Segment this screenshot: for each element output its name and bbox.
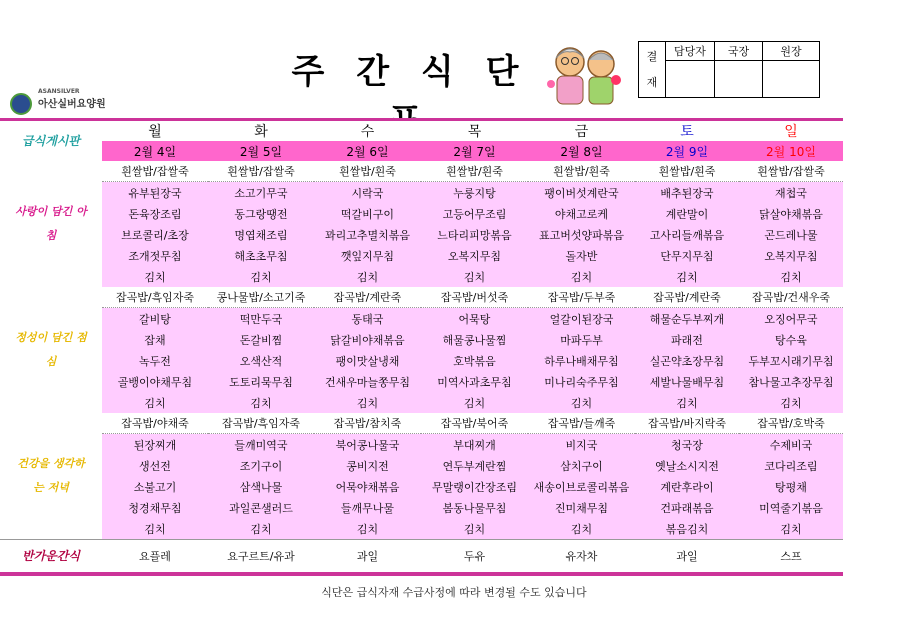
- lunch-item: 녹두전: [102, 350, 208, 371]
- breakfast-item: 오복지무침: [421, 245, 528, 266]
- breakfast-item: 김치: [102, 266, 208, 287]
- dinner-item: 김치: [421, 518, 528, 540]
- lunch-rice-fri: 잡곡밥/두부죽: [528, 287, 635, 308]
- breakfast-item: 닭살야채볶음: [739, 203, 843, 224]
- dinner-item: 소불고기: [102, 476, 208, 497]
- snack-thu: 두유: [421, 540, 528, 573]
- dinner-item: 옛날소시지전: [635, 455, 739, 476]
- breakfast-item: 누룽지탕: [421, 182, 528, 204]
- lunch-rice-sat: 잡곡밥/계란죽: [635, 287, 739, 308]
- day-fri: 금: [528, 120, 635, 142]
- lunch-item: 얼갈이된장국: [528, 308, 635, 330]
- breakfast-item: 단무지무침: [635, 245, 739, 266]
- dinner-item: 김치: [314, 518, 421, 540]
- snack-sat: 과일: [635, 540, 739, 573]
- lunch-item: 팽이맛살냉채: [314, 350, 421, 371]
- menu-change-notice: 식단은 급식자재 수급사정에 따라 변경될 수도 있습니다: [321, 586, 587, 599]
- approval-role-head: 원장: [763, 42, 820, 61]
- day-sun: 일: [739, 120, 843, 142]
- lunch-item: 하루나배채무침: [528, 350, 635, 371]
- dinner-item: 봄동나물무침: [421, 497, 528, 518]
- weekly-menu-table: [0, 118, 843, 576]
- lunch-item: 실곤약초장무침: [635, 350, 739, 371]
- breakfast-item: 야채고로케: [528, 203, 635, 224]
- lunch-item: 닭갈비야채볶음: [314, 329, 421, 350]
- dinner-item: 미역줄기볶음: [739, 497, 843, 518]
- lunch-item: 동태국: [314, 308, 421, 330]
- day-thu: 목: [421, 120, 528, 142]
- dinner-item: 어묵야채볶음: [314, 476, 421, 497]
- date-sun: 2월 10일: [739, 141, 843, 161]
- breakfast-item: 재첩국: [739, 182, 843, 204]
- lunch-item: 미나리숙주무침: [528, 371, 635, 392]
- category-snack: 반가운간식: [0, 540, 102, 573]
- lunch-item: 해물콩나물찜: [421, 329, 528, 350]
- dinner-item: 비지국: [528, 434, 635, 456]
- dinner-item: 김치: [102, 518, 208, 540]
- dinner-item: 수제비국: [739, 434, 843, 456]
- dinner-item: 볶음김치: [635, 518, 739, 540]
- breakfast-item: 김치: [314, 266, 421, 287]
- dinner-item: 생선전: [102, 455, 208, 476]
- dinner-rice-sun: 잡곡밥/호박죽: [739, 413, 843, 434]
- dinner-rice-tue: 잡곡밥/흑임자죽: [208, 413, 314, 434]
- breakfast-item: 명엽채조림: [208, 224, 314, 245]
- category-lunch: 정성이 담긴 점심: [0, 287, 102, 413]
- category-header: 급식게시판: [0, 120, 102, 162]
- approval-role-director: 국장: [715, 42, 763, 61]
- breakfast-item: 팽이버섯계란국: [528, 182, 635, 204]
- breakfast-item: 꽈리고추멸치볶음: [314, 224, 421, 245]
- lunch-rice-wed: 잡곡밥/계란죽: [314, 287, 421, 308]
- lunch-item: 미역사과초무침: [421, 371, 528, 392]
- dinner-item: 들깨미역국: [208, 434, 314, 456]
- breakfast-item: 김치: [739, 266, 843, 287]
- logo: [8, 88, 106, 116]
- snack-fri: 유자차: [528, 540, 635, 573]
- breakfast-item: 김치: [635, 266, 739, 287]
- lunch-item: 골뱅이야채무침: [102, 371, 208, 392]
- breakfast-rice-thu: 흰쌀밥/흰죽: [421, 161, 528, 182]
- snack-tue: 요구르트/유과: [208, 540, 314, 573]
- dinner-item: 된장찌개: [102, 434, 208, 456]
- lunch-item: 김치: [421, 392, 528, 413]
- lunch-item: 김치: [635, 392, 739, 413]
- breakfast-item: 표고버섯양파볶음: [528, 224, 635, 245]
- breakfast-rice-sat: 흰쌀밥/흰죽: [635, 161, 739, 182]
- dinner-item: 연두부계란찜: [421, 455, 528, 476]
- breakfast-rice-mon: 흰쌀밥/잡쌀죽: [102, 161, 208, 182]
- day-mon: 월: [102, 120, 208, 142]
- breakfast-item: 김치: [421, 266, 528, 287]
- breakfast-item: 브로콜리/초장: [102, 224, 208, 245]
- lunch-item: 어묵탕: [421, 308, 528, 330]
- lunch-item: 마파두부: [528, 329, 635, 350]
- lunch-item: 해물순두부찌개: [635, 308, 739, 330]
- category-dinner: 건강을 생각하는 저녁: [0, 413, 102, 540]
- breakfast-rice-fri: 흰쌀밥/흰죽: [528, 161, 635, 182]
- lunch-item: 떡만두국: [208, 308, 314, 330]
- lunch-item: 갈비탕: [102, 308, 208, 330]
- breakfast-item: 돈육장조림: [102, 203, 208, 224]
- elderly-couple-illustration-icon: [545, 40, 625, 110]
- breakfast-item: 고사리들깨볶음: [635, 224, 739, 245]
- dinner-item: 삼치구이: [528, 455, 635, 476]
- lunch-item: 호박볶음: [421, 350, 528, 371]
- lunch-item: 김치: [208, 392, 314, 413]
- dinner-item: 코다리조림: [739, 455, 843, 476]
- approval-sign-director[interactable]: [715, 61, 763, 98]
- dinner-rice-wed: 잡곡밥/참치죽: [314, 413, 421, 434]
- bottom-divider: [0, 572, 843, 576]
- dinner-item: 탕평채: [739, 476, 843, 497]
- breakfast-rice-sun: 흰쌀밥/잡쌀죽: [739, 161, 843, 182]
- lunch-rice-tue: 콩나물밥/소고기죽: [208, 287, 314, 308]
- breakfast-item: 떡갈비구이: [314, 203, 421, 224]
- snack-sun: 스프: [739, 540, 843, 573]
- lunch-item: 김치: [528, 392, 635, 413]
- breakfast-item: 배추된장국: [635, 182, 739, 204]
- day-tue: 화: [208, 120, 314, 142]
- lunch-rice-thu: 잡곡밥/버섯죽: [421, 287, 528, 308]
- dinner-item: 계란후라이: [635, 476, 739, 497]
- breakfast-item: 소고기무국: [208, 182, 314, 204]
- approval-box: [638, 41, 820, 98]
- page-title: 주 간 식 단: [291, 52, 529, 92]
- lunch-item: 김치: [739, 392, 843, 413]
- approval-sign-head[interactable]: [763, 61, 820, 98]
- breakfast-item: 계란말이: [635, 203, 739, 224]
- dinner-item: 조기구이: [208, 455, 314, 476]
- date-sat: 2월 9일: [635, 141, 739, 161]
- lunch-item: 오징어무국: [739, 308, 843, 330]
- snack-wed: 과일: [314, 540, 421, 573]
- lunch-item: 탕수육: [739, 329, 843, 350]
- breakfast-item: 느타리피망볶음: [421, 224, 528, 245]
- snack-mon: 요플레: [102, 540, 208, 573]
- breakfast-rice-tue: 흰쌀밥/잡쌀죽: [208, 161, 314, 182]
- dinner-rice-thu: 잡곡밥/북어죽: [421, 413, 528, 434]
- breakfast-item: 돌자반: [528, 245, 635, 266]
- dinner-rice-fri: 잡곡밥/들깨죽: [528, 413, 635, 434]
- date-tue: 2월 5일: [208, 141, 314, 161]
- breakfast-item: 김치: [528, 266, 635, 287]
- approval-sign-staff[interactable]: [666, 61, 715, 98]
- breakfast-rice-wed: 흰쌀밥/흰죽: [314, 161, 421, 182]
- dinner-item: 들깨무나물: [314, 497, 421, 518]
- lunch-item: 건새우마늘쫑무침: [314, 371, 421, 392]
- breakfast-item: 유부된장국: [102, 182, 208, 204]
- lunch-item: 오색산적: [208, 350, 314, 371]
- dinner-rice-mon: 잡곡밥/야채죽: [102, 413, 208, 434]
- dinner-item: 북어콩나물국: [314, 434, 421, 456]
- dinner-item: 김치: [528, 518, 635, 540]
- dinner-item: 콩비지전: [314, 455, 421, 476]
- breakfast-item: 김치: [208, 266, 314, 287]
- category-breakfast: 사랑이 담긴 아침: [0, 161, 102, 287]
- dinner-rice-sat: 잡곡밥/바지락죽: [635, 413, 739, 434]
- lunch-item: 두부꼬시래기무침: [739, 350, 843, 371]
- breakfast-item: 곤드레나물: [739, 224, 843, 245]
- breakfast-item: 깻잎지무침: [314, 245, 421, 266]
- logo-main-text: 아산실버요양원: [38, 99, 106, 110]
- lunch-rice-sun: 잡곡밥/건새우죽: [739, 287, 843, 308]
- dinner-item: 청경채무침: [102, 497, 208, 518]
- breakfast-item: 해초초무침: [208, 245, 314, 266]
- approval-label: 결 재: [639, 42, 666, 98]
- lunch-item: 잡채: [102, 329, 208, 350]
- dinner-item: 과일콘샐러드: [208, 497, 314, 518]
- breakfast-item: 오복지무침: [739, 245, 843, 266]
- breakfast-item: 고등어무조림: [421, 203, 528, 224]
- lunch-item: 돈갈비찜: [208, 329, 314, 350]
- date-wed: 2월 6일: [314, 141, 421, 161]
- lunch-item: 파래전: [635, 329, 739, 350]
- breakfast-item: 시락국: [314, 182, 421, 204]
- lunch-item: 참나물고추장무침: [739, 371, 843, 392]
- logo-emblem-icon: [10, 93, 32, 115]
- dinner-item: 진미채무침: [528, 497, 635, 518]
- dinner-item: 김치: [739, 518, 843, 540]
- breakfast-item: 조개젓무침: [102, 245, 208, 266]
- dinner-item: 무말랭이간장조림: [421, 476, 528, 497]
- lunch-rice-mon: 잡곡밥/흑임자죽: [102, 287, 208, 308]
- breakfast-item: 동그랑땡전: [208, 203, 314, 224]
- dinner-item: 새송이브로콜리볶음: [528, 476, 635, 497]
- dinner-item: 김치: [208, 518, 314, 540]
- dinner-item: 청국장: [635, 434, 739, 456]
- dinner-item: 삼색나물: [208, 476, 314, 497]
- date-fri: 2월 8일: [528, 141, 635, 161]
- dinner-item: 건파래볶음: [635, 497, 739, 518]
- lunch-item: 김치: [314, 392, 421, 413]
- logo-small-text: ASANSILVER: [38, 88, 80, 95]
- lunch-item: 김치: [102, 392, 208, 413]
- lunch-item: 도토리묵무침: [208, 371, 314, 392]
- lunch-item: 세발나물배무침: [635, 371, 739, 392]
- approval-role-staff: 담당자: [666, 42, 715, 61]
- day-wed: 수: [314, 120, 421, 142]
- date-mon: 2월 4일: [102, 141, 208, 161]
- day-sat: 토: [635, 120, 739, 142]
- date-thu: 2월 7일: [421, 141, 528, 161]
- dinner-item: 부대찌개: [421, 434, 528, 456]
